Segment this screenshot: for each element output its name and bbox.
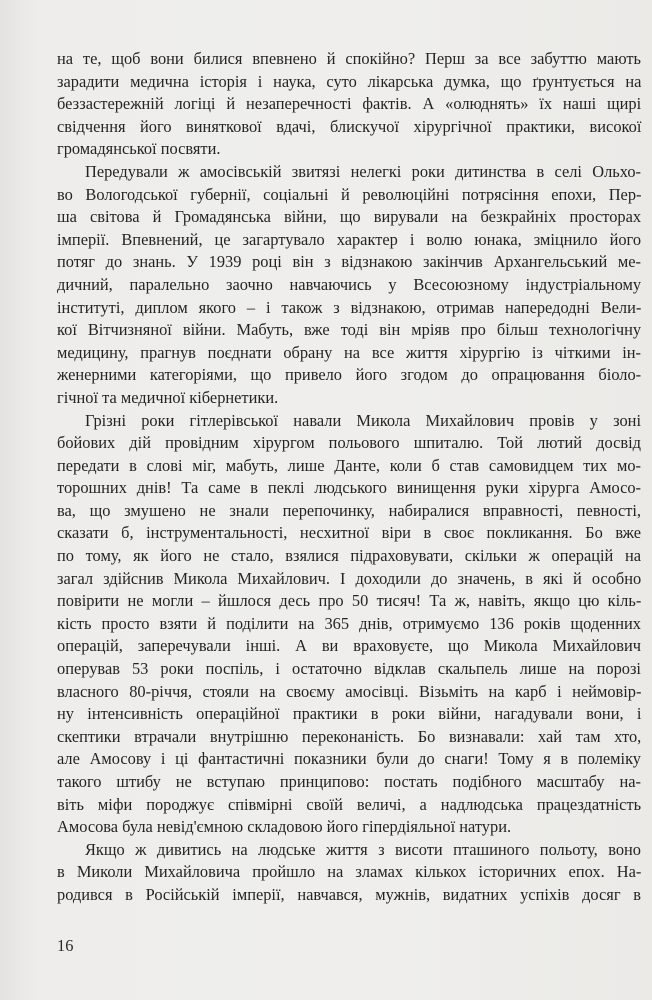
text-line: ва, що змушено не знали перепочинку, набиралися вправності, певності, [57,500,642,520]
text-line: ну інтенсивність операційної практики в роки війни, нагадували вони, і [57,704,642,724]
paragraph [57,48,641,161]
text-line: кої Вітчизняної війни. Мабуть, вже тоді він мріяв про більш технологічну [57,320,642,340]
text-line: родився в Російській імперії, навчався, мужнів, видатних успіхів досяг в [57,884,641,904]
text-line: медицину, прагнув поєднати обрану на все життя хірургію із чіткими ін- [57,342,641,362]
text-line: во Вологодської губернії, соціальні й революційні потрясіння епохи, Пер- [57,184,642,204]
text-line: операцій, заперечували інші. А ви враховуєте, що Микола Михайлович [57,636,641,656]
paragraph [57,410,641,839]
text-line: торошних днів! Та саме в пеклі людського винищення руки хірурга Амосо- [57,478,641,498]
text-line: зарадити медична історія і наука, суто лікарська думка, що ґрунтується на [57,71,642,91]
text-line: дичний, паралельно заочно навчаючись у Всесоюзному індустріальному [57,274,642,294]
body-text [57,48,641,907]
paragraph [57,161,641,410]
text-line: Амосова була невід'ємною складовою його гіпердіяльної натури. [57,817,512,837]
text-line: женерними категоріями, що привело його згодом до опрацювання біоло- [57,365,642,385]
text-line: громадянської посвяти. [57,139,221,159]
text-line: потяг до знань. У 1939 році він з відзнакою закінчив Архангельський ме- [57,252,641,272]
text-line: свідчення його виняткової вдачі, блискучої хірургічної практики, високої [57,116,642,136]
text-line: кість просто взяти й поділити на 365 днів, отримуємо 136 років щоденних [57,613,641,633]
text-line: власного 80-річчя, стояли на своєму амосівці. Візьміть на карб і неймовір- [57,681,642,701]
text-line: передати в слові міг, мабуть, лише Данте, коли б став самовидцем тих мо- [57,455,641,475]
text-line: скептики втрачали внутрішню переконаність. Бо визнавали: хай там хто, [57,726,642,746]
text-line: віть міфи породжує співмірні своїй величі, а надлюдська працездатність [57,794,642,814]
text-line: загал здійснив Микола Михайлович. І доходили до значень, в які й особно [57,568,642,588]
page-number: 16 [57,936,74,955]
text-line: такого штибу не вступаю принципово: постать подібного масштабу на- [57,772,641,791]
text-line: гічної та медичної кібернетики. [57,387,279,407]
paragraph [57,839,641,907]
text-line: по тому, як його не стало, взялися підраховувати, скільки ж операцій на [57,546,642,566]
text-line: на те, щоб вони билися впевнено й спокійно? Перш за все забуттю мають [57,49,641,68]
text-line: в Миколи Михайловича пройшло на зламах кількох історичних епох. На- [57,862,642,882]
text-line: сказати б, інструментальності, несхитної віри в своє покликання. Бо вже [57,523,641,543]
text-line: інституті, диплом якого – і також з відзнакою, отримав напередодні Вели- [57,297,642,317]
text-line: Передували ж амосівській звитязі нелегкі роки дитинства в селі Ольхо- [85,161,641,181]
text-line: імперії. Впевнений, це загартувало характер і волю юнака, зміцнило його [57,229,642,249]
text-line: але Амосову і ці фантастичні показники були до снаги! Тому я в полеміку [57,749,641,769]
text-line: ша світова й Громадянська війни, що вирували на безкрайніх просторах [57,207,642,227]
text-line: Якщо ж дивитись на людське життя з висоти пташиного польоту, воно [85,839,641,859]
text-line: оперував 53 роки поспіль, і остаточно відклав скальпель лише на порозі [57,659,641,679]
text-line: Грізні роки гітлерівської навали Микола Михайлович провів у зоні [85,410,641,430]
text-line: беззастережній логіці й незаперечності фактів. А «олюднять» їх наші щирі [57,94,642,114]
text-line: повірити не могли – йшлося десь про 50 тисяч! Та ж, навіть, якщо цю кіль- [57,591,642,611]
text-line: бойових дій провідним хірургом польового шпиталю. Той лютий досвід [57,433,641,453]
